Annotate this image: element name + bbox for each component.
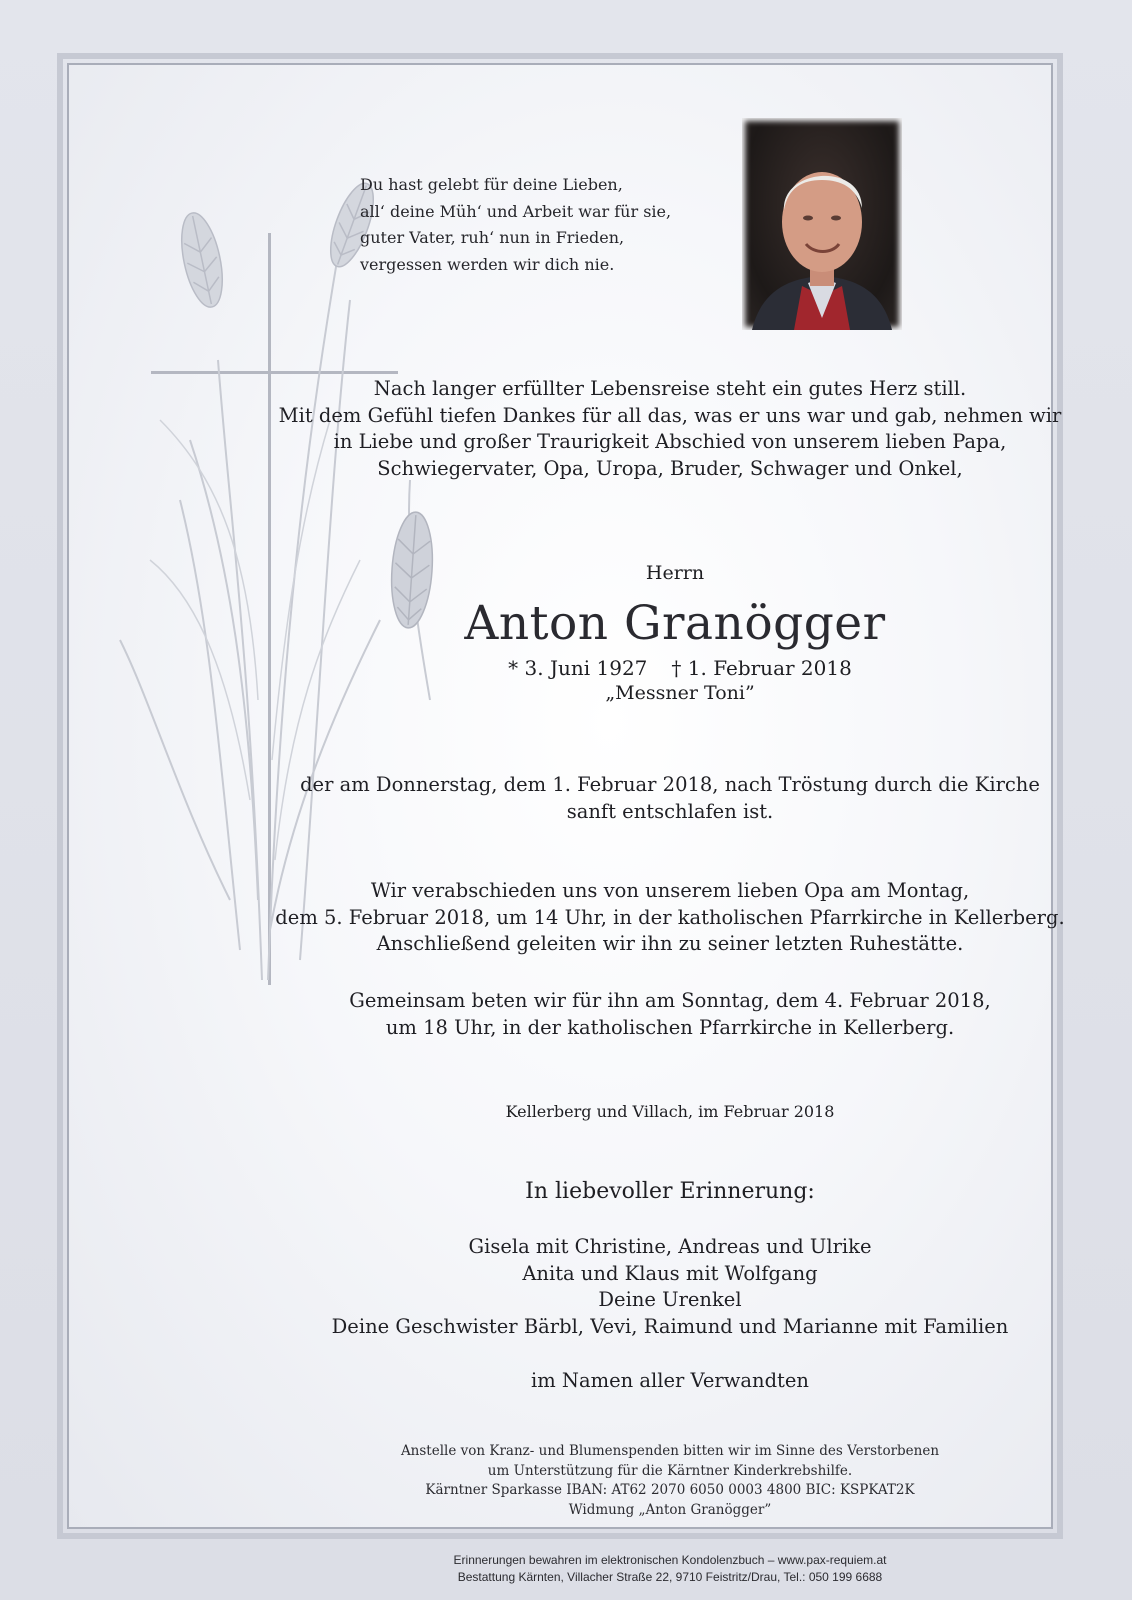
intro-line: Mit dem Gefühl tiefen Dankes für all das, was er uns war und gab, nehmen wir bbox=[278, 403, 1062, 427]
wheat-ear-drooping bbox=[388, 511, 436, 630]
donation-line: Kärntner Sparkasse IBAN: AT62 2070 6050 0003 4800 BIC: KSPKAT2K bbox=[425, 1482, 915, 1498]
death-date: † 1. Februar 2018 bbox=[671, 656, 852, 680]
quote-line: vergessen werden wir dich nie. bbox=[360, 254, 615, 274]
passing-line: sanft entschlafen ist. bbox=[566, 799, 774, 823]
mourner-line: Deine Urenkel bbox=[598, 1288, 742, 1312]
nickname: „Messner Toni” bbox=[605, 682, 755, 704]
portrait-photo bbox=[742, 118, 902, 330]
footer-line: Erinnerungen bewahren im elektronischen Kondolenzbuch – www.pax-requiem.at bbox=[453, 1553, 887, 1567]
place-date: Kellerberg und Villach, im Februar 2018 bbox=[505, 1102, 835, 1121]
salutation: Herrn bbox=[645, 562, 705, 584]
cross-vertical-bar bbox=[268, 233, 271, 985]
portrait-illustration bbox=[742, 118, 902, 330]
mourner-line: Gisela mit Christine, Andreas und Ulrike bbox=[468, 1235, 872, 1258]
donation-line: um Unterstützung für die Kärntner Kinderkrebshilfe. bbox=[487, 1462, 853, 1479]
funeral-home-footer bbox=[330, 1552, 1010, 1586]
cross-horizontal-bar bbox=[151, 371, 398, 374]
mourner-line: Anita und Klaus mit Wolfgang bbox=[522, 1261, 818, 1285]
quote-line: all‘ deine Müh‘ und Arbeit war für sie, bbox=[360, 201, 672, 221]
intro-line: Nach langer erfüllter Lebensreise steht ein gutes Herz still. bbox=[373, 377, 967, 400]
wheat-stalks bbox=[120, 255, 430, 980]
relatives-line: im Namen aller Verwandten bbox=[530, 1369, 809, 1392]
passing-text bbox=[250, 772, 1090, 825]
intro-line: Schwiegervater, Opa, Uropa, Bruder, Schwager und Onkel, bbox=[377, 456, 963, 480]
donation-notice bbox=[330, 1442, 1010, 1520]
memorial-quote bbox=[360, 172, 700, 278]
funeral-line: Wir verabschieden uns von unserem lieben Opa am Montag, bbox=[370, 879, 970, 902]
prayer-line: um 18 Uhr, in der katholischen Pfarrkirche in Kellerberg. bbox=[385, 1015, 955, 1039]
wheat-ear-left bbox=[174, 209, 229, 310]
intro-line: in Liebe und großer Traurigkeit Abschied von unserem lieben Papa, bbox=[333, 430, 1007, 454]
prayer-text bbox=[250, 988, 1090, 1041]
funeral-line: Anschließend geleiten wir ihn zu seiner letzten Ruhestätte. bbox=[376, 932, 964, 956]
passing-line: der am Donnerstag, dem 1. Februar 2018, nach Tröstung durch die Kirche bbox=[300, 773, 1040, 796]
prayer-line: Gemeinsam beten wir für ihn am Sonntag, dem 4. Februar 2018, bbox=[349, 989, 991, 1012]
intro-text bbox=[250, 376, 1090, 482]
mourners-list bbox=[250, 1234, 1090, 1340]
portrait-eye-left bbox=[803, 216, 813, 221]
footer-line: Bestattung Kärnten, Villacher Straße 22, 9710 Feistritz/Drau, Tel.: 050 199 6688 bbox=[457, 1570, 883, 1584]
deceased-name: Anton Granögger bbox=[464, 596, 886, 651]
relatives-note bbox=[250, 1368, 1090, 1395]
funeral-line: dem 5. Februar 2018, um 14 Uhr, in der katholischen Pfarrkirche in Kellerberg. bbox=[275, 905, 1065, 929]
memorial-heading: In liebevoller Erinnerung: bbox=[525, 1179, 815, 1204]
portrait-eye-right bbox=[831, 216, 841, 221]
funeral-text bbox=[250, 878, 1090, 958]
donation-line: Widmung „Anton Granögger” bbox=[568, 1501, 772, 1518]
quote-line: guter Vater, ruh‘ nun in Frieden, bbox=[360, 228, 625, 247]
birth-date: * 3. Juni 1927 bbox=[508, 656, 648, 680]
mourner-line: Deine Geschwister Bärbl, Vevi, Raimund und Marianne mit Familien bbox=[331, 1314, 1009, 1338]
donation-line: Anstelle von Kranz- und Blumenspenden bitten wir im Sinne des Verstorbenen bbox=[400, 1443, 940, 1459]
life-dates bbox=[480, 655, 880, 681]
quote-line: Du hast gelebt für deine Lieben, bbox=[360, 175, 623, 194]
